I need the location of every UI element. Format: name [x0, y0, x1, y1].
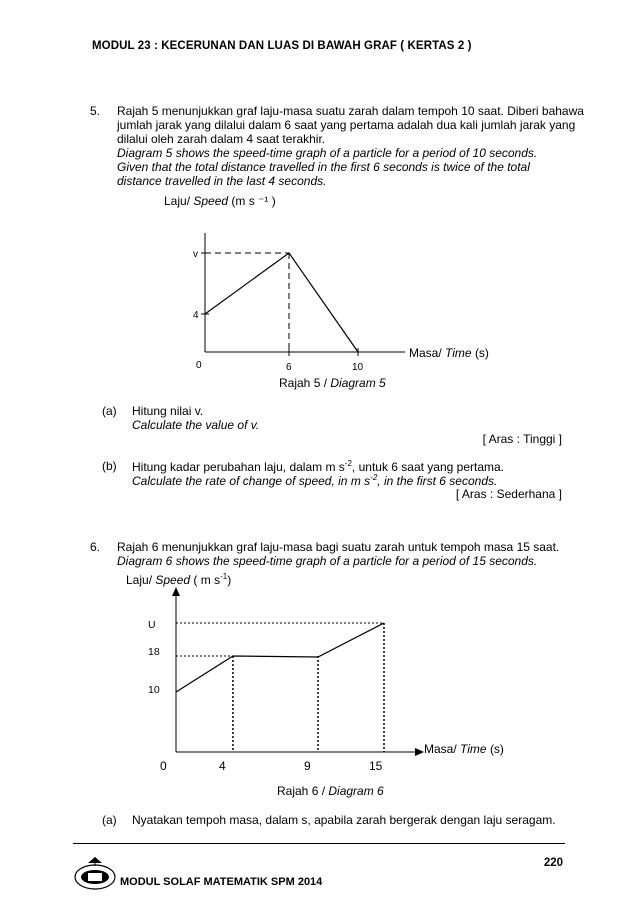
graph6-tick-label-0: 0 [160, 759, 167, 773]
q5-english-line-2: Given that the total distance travelled in the first 6 seconds is twice of the total [117, 160, 530, 174]
graph5-x-axis-label: Masa/ Time (s) [409, 346, 489, 360]
graph6-tick-label-10: 10 [148, 684, 160, 696]
q5-malay-line-3: dilalui oleh zarah dalam 4 saat terakhir. [117, 132, 326, 146]
footer-module-title: MODUL SOLAF MATEMATIK SPM 2014 [120, 876, 323, 888]
graph5-origin-label: 0 [196, 360, 202, 371]
page-header-title: MODUL 23 : KECERUNAN DAN LUAS DI BAWAH GRAF ( KERTAS 2 ) [92, 40, 472, 52]
q5-english-line-3: distance travelled in the last 4 seconds. [117, 174, 327, 188]
q6-part-a-label: (a) [102, 813, 117, 827]
graph6-tick-label-4: 4 [219, 759, 226, 773]
graph6-x-arrow-icon [415, 748, 424, 756]
graph6-y-arrow-icon [172, 587, 180, 596]
q5-english-line-1: Diagram 5 shows the speed-time graph of a particle for a period of 10 seconds. [117, 146, 538, 160]
q5-part-a-malay: Hitung nilai v. [132, 404, 204, 418]
q5-part-b-english: Calculate the rate of change of speed, in m $s^{-2}$, in the first 6 seconds. [132, 473, 498, 488]
q5-part-a-english: Calculate the value of v. [132, 418, 260, 432]
graph5-speed-line [205, 253, 358, 352]
q5-part-b-level: [ Aras : Sederhana ] [455, 487, 562, 501]
graph5-tick-label-4: 4 [193, 310, 199, 321]
graph6-x-axis-label: Masa/ Time (s) [424, 742, 504, 756]
graph5-tick-label-10: 10 [352, 362, 364, 373]
diagram-5-caption: Rajah 5 / Diagram 5 [279, 376, 386, 390]
graph5-tick-label-v: v [193, 249, 198, 260]
graph6-tick-label-15: 15 [369, 759, 383, 773]
q6-english-line: Diagram 6 shows the speed-time graph of a particle for a period of 15 seconds. [117, 554, 538, 568]
q6-part-a-text: Nyatakan tempoh masa, dalam s, apabila zarah bergerak dengan laju seragam. [132, 813, 556, 827]
q5-part-a-level: [ Aras : Tinggi ] [482, 432, 562, 446]
graph6-speed-line [176, 623, 384, 692]
question-5-number: 5. [90, 104, 101, 118]
q5-malay-line-1: Rajah 5 menunjukkan graf laju-masa suatu zarah dalam tempoh 10 saat. Diberi bahawa [117, 104, 584, 118]
graph5-tick-label-6: 6 [286, 362, 292, 373]
page-number: 220 [543, 857, 563, 869]
graph6-tick-label-18: 18 [148, 646, 160, 658]
diagram-6-caption: Rajah 6 / Diagram 6 [277, 784, 384, 798]
q5-malay-line-2: jumlah jarak yang dilalui dalam 6 saat yang pertama adalah dua kali jumlah jarak yang [117, 118, 576, 132]
q5-part-a-label: (a) [102, 404, 117, 418]
graph6-tick-label-u: U [148, 619, 156, 631]
school-crest-icon [75, 857, 115, 889]
graph6-y-axis-label: Laju/ Speed ( m $s^{-1}$) [126, 572, 232, 587]
q6-malay-line: Rajah 6 menunjukkan graf laju-masa bagi suatu zarah untuk tempoh masa 15 saat. [117, 540, 560, 554]
graph5-y-axis-label: Laju/ Speed (m s ⁻¹ ) [164, 194, 276, 208]
footer-divider [73, 843, 565, 844]
q5-part-b-malay: Hitung kadar perubahan laju, dalam m $s^{-2}$, untuk 6 saat yang pertama. [132, 459, 505, 474]
question-6-number: 6. [90, 540, 101, 554]
q5-part-b-label: (b) [102, 459, 117, 473]
graph6-tick-label-9: 9 [304, 759, 311, 773]
